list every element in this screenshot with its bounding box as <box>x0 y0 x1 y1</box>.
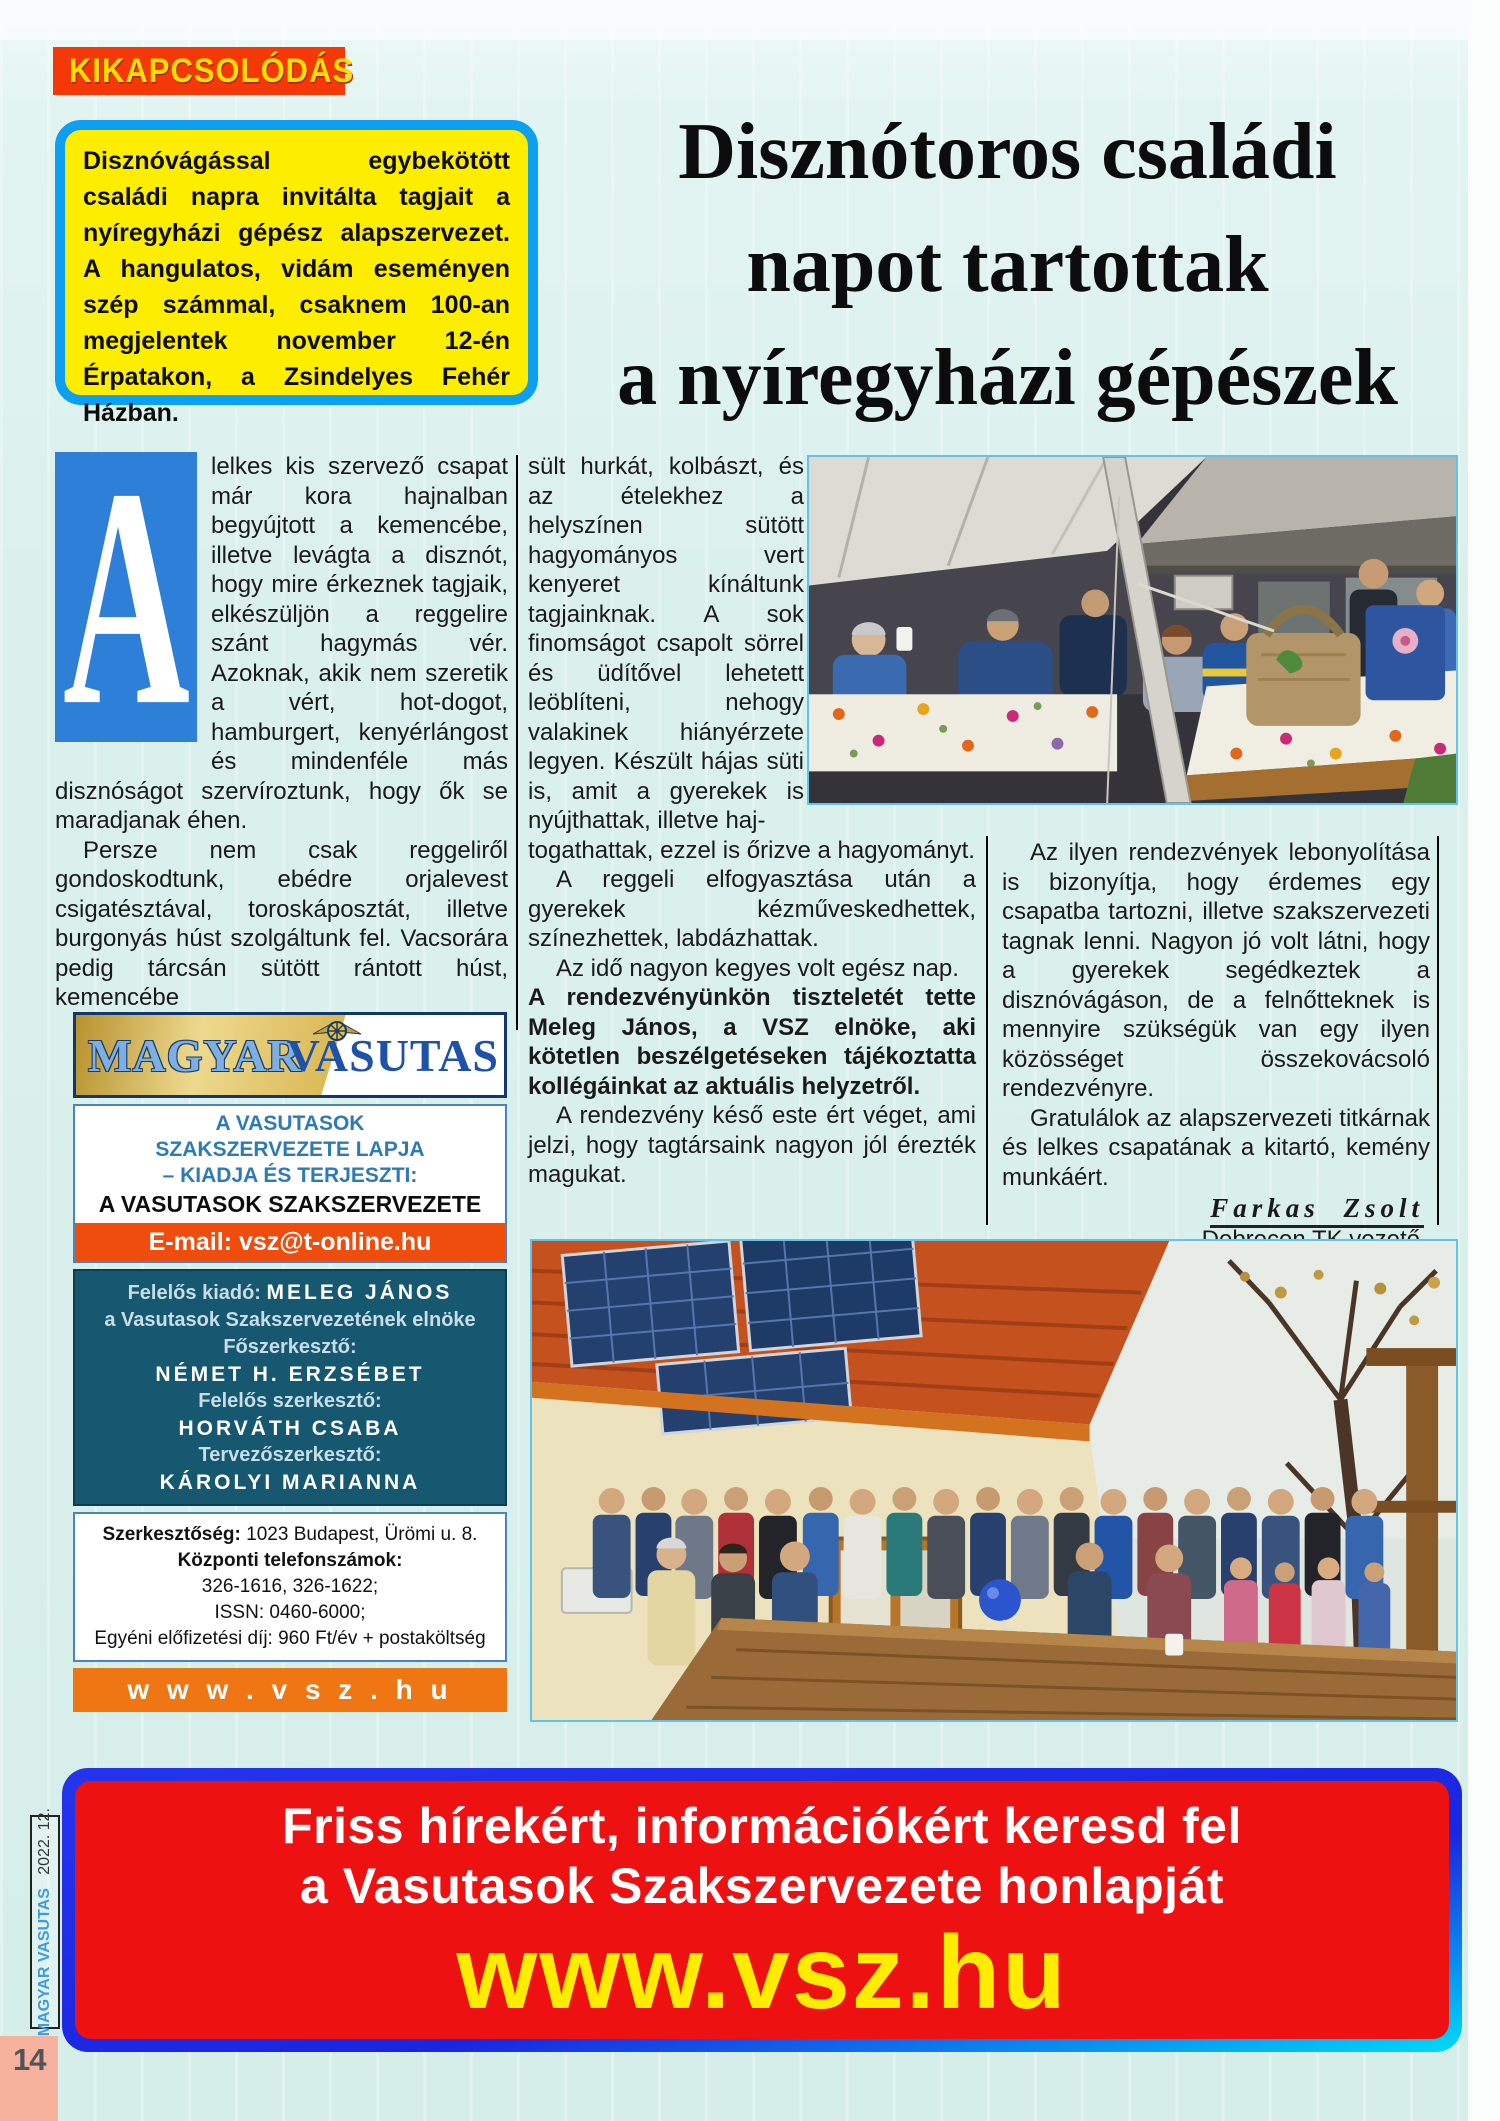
page-number: 14 <box>13 2042 46 2077</box>
col2-paragraph-5: A rendezvény késő este ért véget, ami jelzi, hogy tagtársaink nagyon jól érezték magukat. <box>528 1102 976 1188</box>
headline-line-2: napot tartottak <box>746 221 1269 309</box>
headline-line-3: a nyíregyházi gépészek <box>617 334 1398 422</box>
issn-line: ISSN: 0460-6000; <box>214 1602 366 1623</box>
column-divider-1 <box>516 455 518 1030</box>
article-column-1 <box>55 452 508 1013</box>
column-divider-3 <box>1437 836 1439 1225</box>
drop-cap-block <box>55 452 197 742</box>
logo-vasutas: VASUTAS <box>286 1030 499 1081</box>
promo-banner-inner <box>75 1781 1449 2039</box>
tervezoszerkeszto-label: Tervezőszerkesztő: <box>198 1444 382 1466</box>
address-value: 1023 Budapest, Ürömi u. 8. <box>246 1524 478 1545</box>
headline-line-1: Disznótoros családi <box>678 108 1337 196</box>
kiado-name: MELEG JÁNOS <box>266 1281 453 1304</box>
col1-paragraph-1: lelkes kis szervező csapat már kora hajnalban begyújtott a kemencébe, illetve levágta a disznót, hogy mire érkeznek tagjaik, elkészüljön a reggelire szánt hagymás vér. Azoknak, akik nem szeretik a vért, hot-dogot, hamburgert, kenyérlángost és mindenféle más disznóságot szervíroztunk, hogy ők se maradjanak éhen. <box>55 453 508 834</box>
banner-url: www.vsz.hu <box>456 1915 1068 2031</box>
section-label-bar <box>53 47 355 95</box>
logo-magyar: MAGYAR <box>88 1030 302 1081</box>
magazine-logo <box>73 1012 507 1098</box>
group-photo-illustration <box>532 1241 1456 1720</box>
col2-paragraph-3: Az idő nagyon kegyes volt egész nap. <box>556 954 959 982</box>
banner-line-1: Friss hírekért, információkért keresd fel <box>282 1798 1242 1854</box>
top-margin <box>0 0 1500 40</box>
promo-banner <box>62 1768 1462 2052</box>
felelos-szerkeszto-name: HORVÁTH CSABA <box>178 1417 402 1440</box>
right-margin <box>1468 0 1500 2121</box>
col2-paragraph-4-bold: A rendezvényünkön tiszteletét tette Meleg János, a VSZ elnöke, aki kötetlen beszélgetéseken tájékoztatta kollégáinkat az aktuális helyzetről. <box>528 984 976 1100</box>
spine-issue: 2022. 12. <box>36 1807 53 1875</box>
felelos-szerkeszto-label: Felelős szerkesztő: <box>198 1390 382 1412</box>
spine-label-box <box>30 1807 60 2037</box>
kiado-label: Felelős kiadó: <box>127 1282 261 1304</box>
foszerkeszto-label: Főszerkesztő: <box>223 1336 357 1358</box>
address-label: Szerkesztőség: <box>102 1524 241 1545</box>
col2-paragraph-2: A reggeli elfogyasztása után a gyerekek kézműveskedhettek, színezhettek, labdázhattak. <box>528 866 976 952</box>
article-column-3 <box>1002 838 1430 1254</box>
author-signature: Farkas Zsolt <box>1002 1194 1430 1225</box>
group-photo <box>530 1239 1458 1722</box>
publisher-line: A VASUTASOK SZAKSZERVEZETE <box>98 1191 482 1217</box>
tagline-line-2: SZAKSZERVEZETE LAPJA <box>155 1138 425 1161</box>
website-bar: w w w . v s z . h u <box>73 1668 507 1712</box>
col3-paragraph-2: Gratulálok az alapszervezeti titkárnak és lelkes csapatának a kitartó, kemény munkáért. <box>1002 1104 1430 1191</box>
subscription-line: Egyéni előfizetési díj: 960 Ft/év + postaköltség <box>94 1628 486 1649</box>
page-number-tab <box>0 2036 58 2121</box>
section-label: KIKAPCSOLÓDÁS <box>69 50 355 91</box>
col2-paragraph-1b: togathattak, ezzel is őrizve a hagyományt. <box>528 836 975 864</box>
spine-text <box>37 1808 53 2036</box>
drop-cap-letter: A <box>62 452 190 742</box>
impressum-tagline-box <box>73 1104 507 1263</box>
tent-feast-photo <box>807 455 1458 805</box>
impressum-staff-box <box>73 1269 507 1506</box>
spine-title: MAGYAR VASUTAS <box>36 1887 53 2037</box>
tent-feast-illustration <box>809 457 1456 803</box>
phone-numbers: 326-1616, 326-1622; <box>201 1576 379 1597</box>
tagline-line-1: A VASUTASOK <box>215 1112 365 1135</box>
col2-paragraph-1a: sült hurkát, kolbászt, és az ételekhez a helyszínen sütött hagyományos vert kenyeret kínáltunk tagjainknak. A sok finomságot csapolt sörrel és üdítővel lehetett leöblíteni, nehogy valakinek hiányérzete legyen. Készült hájas süti is, amit a gyerekek is nyújthattak, illetve haj- <box>528 453 804 834</box>
tagline-line-3: – KIADJA ÉS TERJESZTI: <box>162 1164 418 1187</box>
foszerkeszto-name: NÉMET H. ERZSÉBET <box>155 1363 425 1386</box>
address-line <box>79 1522 501 1548</box>
impressum-box <box>73 1012 507 1712</box>
col3-paragraph-1: Az ilyen rendezvények lebonyolítása is bizonyítja, hogy érdemes egy csapatba tartozni, illetve szakszervezeti tagnak lenni. Nagyon jó volt látni, hogy a gyerekek segédkeztek a disznóvágáson, de a felnőtteknek is mennyire szükségük van egy ilyen közösséget összekovácsoló rendezvényre. <box>1002 839 1430 1102</box>
tervezoszerkeszto-name: KÁROLYI MARIANNA <box>159 1471 421 1494</box>
lead-text: Disznóvágással egybekötött családi napra invitálta tagjait a nyíregyházi gépész alapszervezet. A hangulatos, vidám eseményen szép számmal, csaknem 100-an megjelentek november 12-én Érpatakon, a Zsindelyes Fehér Házban. <box>83 147 510 427</box>
staff-kiado-row <box>79 1279 501 1307</box>
phone-label-line: Központi telefonszámok: <box>177 1550 403 1571</box>
email-bar: E-mail: vsz@t-online.hu <box>75 1223 505 1261</box>
lead-box <box>55 120 538 427</box>
banner-line-2: a Vasutasok Szakszervezete honlapját <box>300 1858 1224 1914</box>
col1-paragraph-2: Persze nem csak reggeliről gondoskodtunk, ebédre orjalevest csigatésztával, toroskáposztát, illetve burgonyás húst szolgáltunk fel. Vacsorára pedig tárcsán sütött rántott húst, kemencébe <box>55 836 508 1011</box>
column-divider-2 <box>986 836 988 1225</box>
article-headline <box>545 96 1470 435</box>
kiado-subtitle: a Vasutasok Szakszervezetének elnöke <box>104 1309 476 1331</box>
impressum-contact-box <box>73 1512 507 1662</box>
